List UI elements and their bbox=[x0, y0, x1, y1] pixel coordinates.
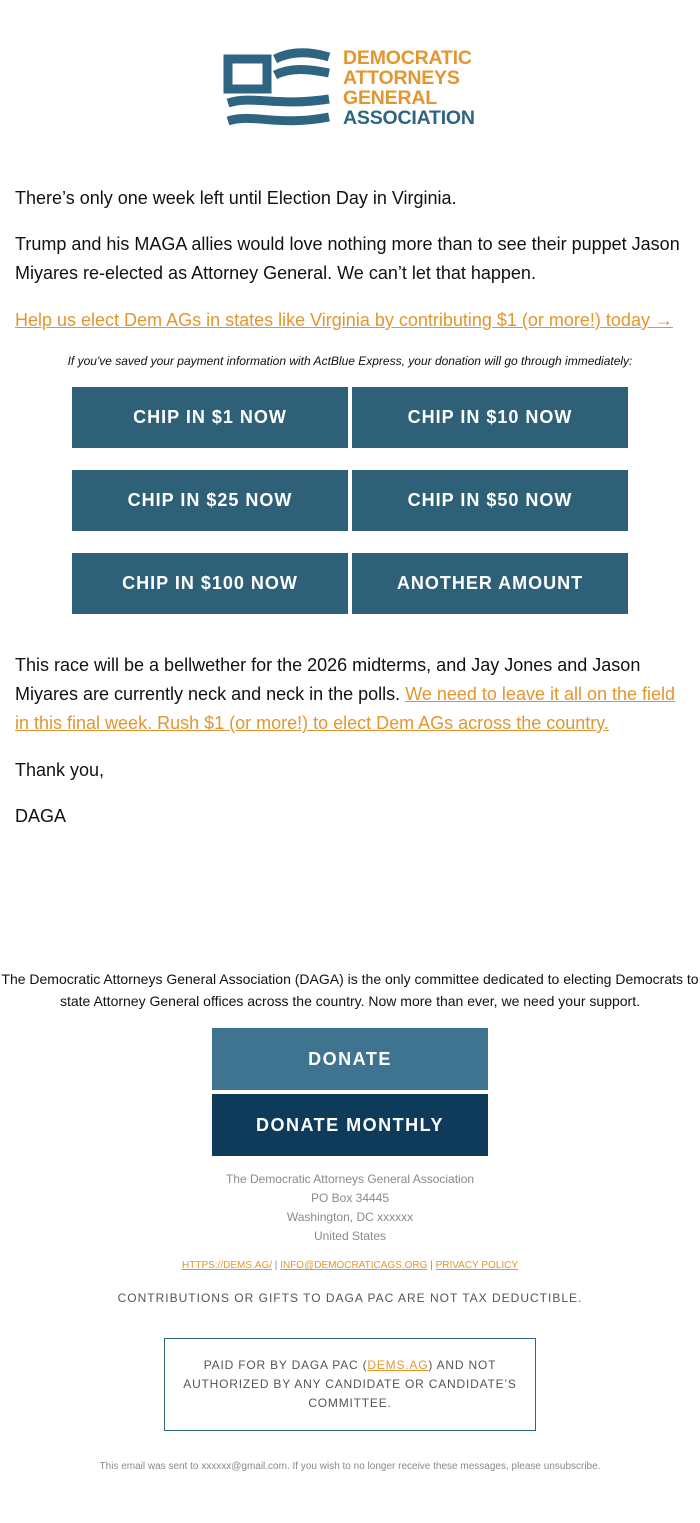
dems-ag-link[interactable]: DEMS.AG bbox=[367, 1358, 429, 1372]
logo-line-4: ASSOCIATION bbox=[343, 107, 475, 129]
flag-logo-icon bbox=[223, 45, 335, 131]
rush-donate-link[interactable]: We need to leave it all on the field in this final week. Rush $1 (or more!) to elect Dem AGs across the country. bbox=[15, 684, 676, 733]
address-line-1: The Democratic Attorneys General Association bbox=[225, 1172, 475, 1186]
chip-in-50-button[interactable]: CHIP IN $50 NOW bbox=[352, 470, 628, 531]
website-link[interactable]: HTTPS://DEMS.AG/ bbox=[182, 1260, 273, 1271]
trump-paragraph: Trump and his MAGA allies would love nothing more than to see their puppet Jason Miyares re-elected as Attorney General. We can’t let that happen. bbox=[15, 234, 680, 283]
address-line-2: PO Box 34445 bbox=[310, 1191, 390, 1205]
cta-paragraph bbox=[15, 306, 687, 335]
bellwether-paragraph bbox=[15, 651, 687, 738]
address-line-3: Washington, DC xxxxxx bbox=[286, 1210, 414, 1224]
another-amount-button[interactable]: ANOTHER AMOUNT bbox=[352, 553, 628, 614]
signature: DAGA bbox=[15, 806, 67, 826]
link-separator: | bbox=[274, 1260, 278, 1271]
daga-logo[interactable] bbox=[223, 45, 479, 131]
address-line-4: United States bbox=[313, 1229, 387, 1243]
donate-monthly-button[interactable]: DONATE MONTHLY bbox=[212, 1094, 488, 1156]
paid-for-prefix: PAID FOR BY DAGA PAC ( bbox=[203, 1358, 368, 1372]
logo-line-1: DEMOCRATIC bbox=[343, 47, 472, 69]
actblue-express-note: If you've saved your payment information with ActBlue Express, your donation will go through immediately: bbox=[67, 354, 633, 368]
chip-in-100-button[interactable]: CHIP IN $100 NOW bbox=[72, 553, 348, 614]
bellwether-text: This race will be a bellwether for the 2026 midterms, and Jay Jones and Jason Miyares are currently neck and neck in the polls. bbox=[15, 655, 641, 704]
logo-wordmark bbox=[343, 48, 475, 128]
donate-button[interactable]: DONATE bbox=[212, 1028, 488, 1090]
footer-description: The Democratic Attorneys General Association (DAGA) is the only committee dedicated to electing Democrats to state Attorney General offices across the country. Now more than ever, we need your support. bbox=[1, 971, 699, 1009]
chip-in-1-button[interactable]: CHIP IN $1 NOW bbox=[72, 387, 348, 448]
unsubscribe-note[interactable]: This email was sent to xxxxxx@gmail.com. If you wish to no longer receive these messages, please unsubscribe. bbox=[99, 1461, 601, 1472]
paid-for-disclaimer bbox=[164, 1338, 536, 1431]
privacy-policy-link[interactable]: PRIVACY POLICY bbox=[435, 1260, 518, 1271]
chip-in-10-button[interactable]: CHIP IN $10 NOW bbox=[352, 387, 628, 448]
footer-links bbox=[0, 1260, 700, 1271]
signoff: Thank you, bbox=[15, 760, 105, 780]
mailing-address bbox=[0, 1170, 700, 1246]
paid-for-suffix: ) AND NOT AUTHORIZED BY ANY CANDIDATE OR CANDIDATE’S COMMITTEE. bbox=[183, 1358, 517, 1410]
chip-in-25-button[interactable]: CHIP IN $25 NOW bbox=[72, 470, 348, 531]
tax-deductible-note: CONTRIBUTIONS OR GIFTS TO DAGA PAC ARE NOT TAX DEDUCTIBLE. bbox=[117, 1291, 583, 1305]
link-separator: | bbox=[430, 1260, 433, 1271]
email-link[interactable]: INFO@DEMOCRATICAGS.ORG bbox=[280, 1260, 428, 1271]
contribute-link[interactable]: Help us elect Dem AGs in states like Virginia by contributing $1 (or more!) today → bbox=[15, 310, 673, 330]
logo-line-2: ATTORNEYS bbox=[343, 67, 460, 89]
logo-line-3: GENERAL bbox=[343, 87, 437, 109]
intro-paragraph: There’s only one week left until Election Day in Virginia. bbox=[15, 188, 457, 208]
